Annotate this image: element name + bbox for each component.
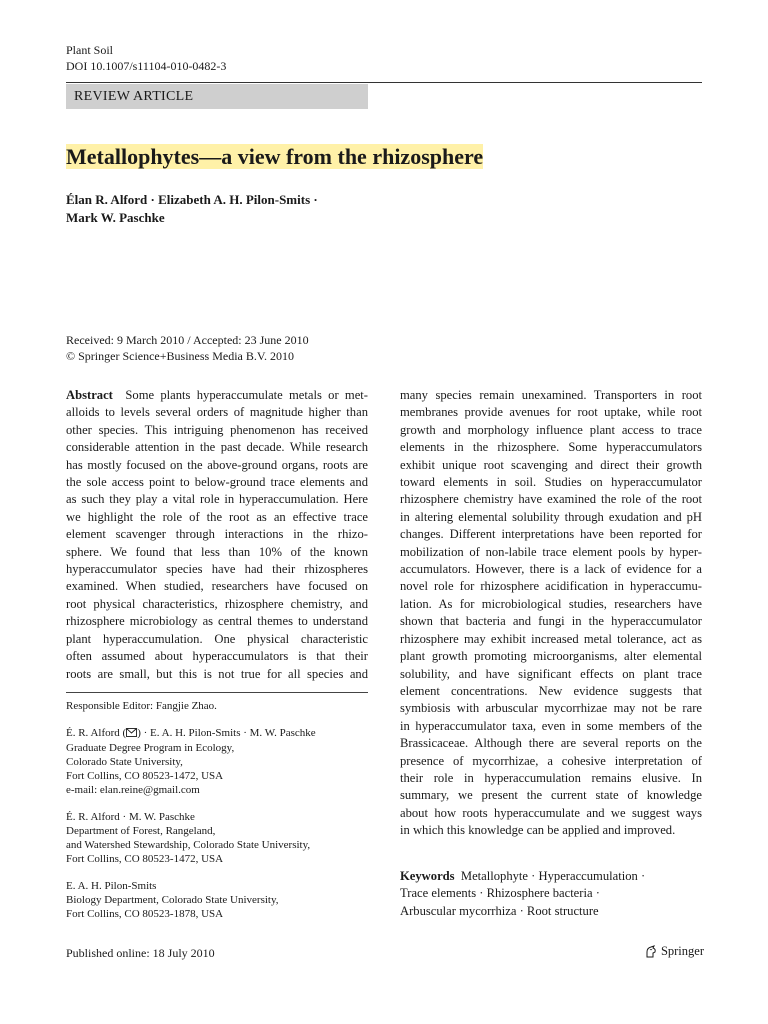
abstract-line: as such they play a vital role in hyperaccumulation. Here <box>66 492 368 507</box>
article-dates <box>66 332 309 364</box>
abstract-line: root physical characteristics, rhizosphere chemistry, and <box>66 596 368 611</box>
abstract-right-column <box>400 387 702 840</box>
article-type-badge: REVIEW ARTICLE <box>66 84 368 109</box>
footnotes <box>66 699 376 934</box>
springer-logo <box>644 944 704 959</box>
authors-line-2: Mark W. Paschke <box>66 210 165 225</box>
responsible-editor: Responsible Editor: Fangjie Zhao. <box>66 700 217 712</box>
abstract-line: Brassicaceae. Although there are several reports on the <box>400 736 702 751</box>
aff2-line-4: Fort Collins, CO 80523-1472, USA <box>66 853 224 865</box>
received-accepted: Received: 9 March 2010 / Accepted: 23 June 2010 <box>66 333 309 347</box>
doi: DOI 10.1007/s11104-010-0482-3 <box>66 59 227 73</box>
abstract-line: examined. When studied, researchers have focused on <box>66 579 368 594</box>
abstract-line: we highlight the role of the root as an effective trace <box>66 509 368 524</box>
keywords-line-2: Trace elements · Rhizosphere bacteria · <box>400 886 600 901</box>
abstract-line: their role in hyperaccumulation remains elusive. In <box>400 770 702 785</box>
abstract-line: element scavenger through interactions in the rhizo- <box>66 527 368 542</box>
abstract-line: novel role for rhizosphere acidification in hyperaccumu- <box>400 579 702 594</box>
abstract-line: rhizosphere chemistry have examined the role of the root <box>400 492 702 507</box>
abstract-line: rhizosphere microbiology as central themes to understand <box>66 614 368 629</box>
affiliation-1 <box>66 726 376 797</box>
abstract-line: mobilization of non-labile trace element pools by hyper- <box>400 544 702 559</box>
aff1-line-3: Colorado State University, <box>66 756 183 768</box>
aff3-line-3: Fort Collins, CO 80523-1878, USA <box>66 908 224 920</box>
abstract-line: solubility, and have significant effects on plant trace <box>400 666 702 681</box>
abstract-line: growth and morphology influence plant access to trace <box>400 422 702 437</box>
published-online: Published online: 18 July 2010 <box>66 946 215 960</box>
authors <box>66 191 318 227</box>
copyright: © Springer Science+Business Media B.V. 2010 <box>66 349 294 363</box>
keywords-label: Keywords <box>400 869 455 883</box>
abstract-line: symbiosis with arbuscular mycorrhizae may not be rare <box>400 701 702 716</box>
aff1-authors-after: ) · E. A. H. Pilon-Smits · M. W. Paschke <box>137 727 316 739</box>
abstract-line: other species. This intriguing phenomenon has received <box>66 422 368 437</box>
abstract-line: plant hyperaccumulation. One physical characteristic <box>66 631 368 646</box>
aff1-line-4: Fort Collins, CO 80523-1472, USA <box>66 770 224 782</box>
affiliation-2 <box>66 810 376 866</box>
authors-line-1: Élan R. Alford · Elizabeth A. H. Pilon-Smits · <box>66 192 318 207</box>
aff1-authors-before: É. R. Alford ( <box>66 727 127 739</box>
abstract-line: membranes provide avenues for root uptake, while root <box>400 405 702 420</box>
abstract-line: sphere. We found that less than 10% of the known <box>66 544 368 559</box>
abstract-line: considerable attention in the past decade. While research <box>66 440 368 455</box>
envelope-icon <box>126 727 137 741</box>
aff2-line-1: É. R. Alford · M. W. Paschke <box>66 811 195 823</box>
abstract-line: plant growth promoting microorganisms, alter elemental <box>400 649 702 664</box>
abstract-line: shown that bacteria and fungi in the hyperaccumulator <box>400 614 702 629</box>
abstract-line: lation. As for microbiological studies, researchers have <box>400 596 702 611</box>
abstract-line: in hyperaccumulator taxa, even in some members of the <box>400 718 702 733</box>
keywords <box>400 868 702 920</box>
abstract-line: Abstract Some plants hyperaccumulate metals or met- <box>66 388 368 402</box>
abstract-line: in which this knowledge can be applied and improved. <box>400 823 676 838</box>
paper-title <box>66 142 483 172</box>
abstract-line: hyperaccumulator species have had their rhizospheres <box>66 562 368 577</box>
springer-horse-icon <box>644 945 658 959</box>
abstract-line: rhizosphere may exhibit increased metal tolerance, act as <box>400 631 702 646</box>
aff1-line-2: Graduate Degree Program in Ecology, <box>66 742 235 754</box>
aff1-email: e-mail: elan.reine@gmail.com <box>66 784 200 796</box>
abstract-line: presence of mycorrhizae, a cohesive interpretation of <box>400 753 702 768</box>
abstract-line: changes. Different interpretations have been reported for <box>400 527 702 542</box>
abstract-line: often assumed about hyperaccumulators is that their <box>66 649 368 664</box>
abstract-line: roots are small, but this is not true for all species and <box>66 666 368 681</box>
abstract-line: has mostly focused on the above-ground organs, roots are <box>66 457 368 472</box>
abstract-line: summary, we present the current state of knowledge <box>400 788 702 803</box>
affiliation-3 <box>66 879 376 921</box>
keywords-line-1: Metallophyte · Hyperaccumulation · <box>460 869 646 883</box>
title-text: Metallophytes—a view from the rhizosphere <box>66 144 484 169</box>
aff3-line-1: E. A. H. Pilon-Smits <box>66 880 157 892</box>
abstract-line: the sole access point to below-ground trace elements and <box>66 475 368 490</box>
abstract-line: elements in the rhizosphere. Some hyperaccumulators <box>400 440 702 455</box>
aff2-line-2: Department of Forest, Rangeland, <box>66 825 216 837</box>
abstract-line: exhibit unique root scavenging and direct their growth <box>400 457 702 472</box>
abstract-line: alloids to levels several orders of magnitude higher than <box>66 405 368 420</box>
abstract-line: many species remain unexamined. Transporters in root <box>400 388 702 402</box>
abstract-label: Abstract <box>66 388 113 402</box>
abstract-left-column <box>66 387 368 683</box>
springer-wordmark: Springer <box>660 944 704 958</box>
keywords-line-3: Arbuscular mycorrhiza · Root structure <box>400 903 599 918</box>
aff3-line-2: Biology Department, Colorado State University, <box>66 894 279 906</box>
aff2-line-3: and Watershed Stewardship, Colorado State University, <box>66 839 311 851</box>
abstract-line: in altering elemental solubility through exudation and pH <box>400 509 702 524</box>
footnote-rule <box>66 692 368 693</box>
abstract-line: about how roots hyperaccumulate and we suggest ways <box>400 805 702 820</box>
abstract-line: element concentrations. New evidence suggests that <box>400 683 702 698</box>
abstract-line: toward elements in soil. Studies on hyperaccumulator <box>400 475 702 490</box>
abstract-line: accumulators. However, there is a lack of evidence for a <box>400 562 702 577</box>
journal-name: Plant Soil <box>66 43 114 57</box>
header-rule <box>66 82 702 83</box>
